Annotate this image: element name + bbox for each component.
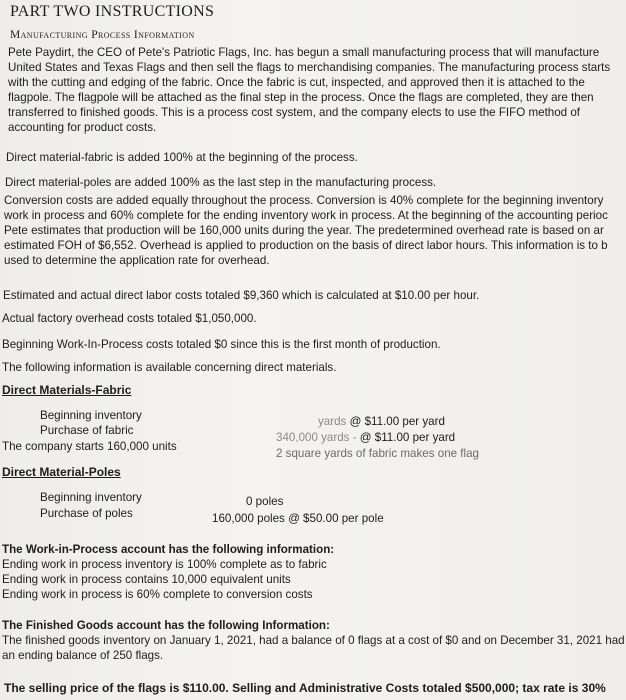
- conversion-line: Pete estimates that production will be 160,000 units during the year. The predetermined overhead rate is based on ar: [4, 224, 604, 237]
- fabric-beginning-rate: @ $11.00 per yard: [349, 415, 445, 428]
- fg-line: The finished goods inventory on January 1, 2021, had a balance of 0 flags at a cost of $0 and on December 31, 2021 had: [2, 634, 625, 647]
- fabric-beginning-value: [318, 415, 445, 428]
- selling-price-text: The selling price of the flags is $110.00. Selling and Administrative Costs totaled $500,000; tax rate is 30%: [4, 681, 606, 695]
- intro-line: with the cutting and edging of the fabric. Once the fabric is cut, inspected, and approved then it is attached to the: [8, 76, 585, 89]
- fg-heading: The Finished Goods account has the following Information:: [2, 619, 330, 632]
- intro-line: accounting for product costs.: [8, 121, 157, 134]
- section-subtitle: Manufacturing Process Information: [10, 29, 195, 41]
- poles-added-text: Direct material-poles are added 100% as the last step in the manufacturing process.: [5, 176, 437, 189]
- intro-line: United States and Texas Flags and then sell the flags to merchandising companies. The manufacturing process starts: [8, 61, 611, 74]
- conversion-line: used to determine the application rate for overhead.: [4, 254, 270, 267]
- fg-line: an ending balance of 250 flags.: [2, 649, 164, 662]
- conversion-line: Conversion costs are added equally throughout the process. Conversion is 40% complete for the beginning inventory: [4, 194, 604, 207]
- fabric-purchase-value: [276, 431, 455, 444]
- labor-text: Estimated and actual direct labor costs totaled $9,360 which is calculated at $10.00 per hour.: [3, 289, 480, 302]
- overhead-text: Actual factory overhead costs totaled $1,050,000.: [2, 312, 257, 325]
- wip-line: Ending work in process inventory is 100% complete as to fabric: [2, 558, 327, 571]
- fabric-purchase-rate: @ $11.00 per yard: [356, 431, 456, 444]
- fabric-purchase-label: Purchase of fabric: [40, 424, 134, 437]
- fabric-purchase-faded: 340,000 yards -: [276, 431, 357, 444]
- materials-intro-text: The following information is available concerning direct materials.: [2, 361, 337, 374]
- poles-beginning-label: Beginning inventory: [40, 491, 142, 504]
- intro-line: transferred to finished goods. This is a process cost system, and the company elects to use the FIFO method of: [8, 106, 581, 119]
- poles-heading: Direct Material-Poles: [2, 465, 121, 479]
- conversion-line: work in process and 60% complete for the ending inventory work in process. At the beginning of the accounting perioc: [4, 209, 608, 222]
- fabric-heading: Direct Materials-Fabric: [2, 383, 132, 397]
- poles-beginning-value: 0 poles: [246, 495, 284, 508]
- intro-line: Pete Paydirt, the CEO of Pete's Patriotic Flags, Inc. has begun a small manufacturing process that will manufacture: [8, 46, 600, 59]
- page-title: PART TWO INSTRUCTIONS: [10, 3, 215, 20]
- intro-paragraph: [8, 45, 610, 135]
- fabric-beginning-label: Beginning inventory: [40, 409, 142, 422]
- fabric-starts-label: The company starts 160,000 units: [2, 440, 177, 453]
- fabric-beginning-faded: yards: [318, 415, 347, 428]
- intro-line: flagpole. The flagpole will be attached as the final step in the process. Once the flags are completed, they are then: [8, 91, 594, 104]
- poles-purchase-value: 160,000 poles @ $50.00 per pole: [212, 512, 384, 525]
- fabric-per-flag-value: 2 square yards of fabric makes one flag: [276, 447, 479, 460]
- fabric-added-text: Direct material-fabric is added 100% at the beginning of the process.: [6, 151, 358, 164]
- beginning-wip-text: Beginning Work-In-Process costs totaled $0 since this is the first month of production.: [2, 338, 441, 351]
- conversion-line: estimated FOH of $6,552. Overhead is applied to production on the basis of direct labor hours. This information is to b: [4, 239, 608, 252]
- wip-line: Ending work in process is 60% complete to conversion costs: [2, 588, 313, 601]
- wip-heading: The Work-in-Process account has the following information:: [2, 543, 335, 556]
- poles-purchase-label: Purchase of poles: [40, 507, 133, 520]
- wip-line: Ending work in process contains 10,000 equivalent units: [2, 573, 291, 586]
- conversion-paragraph: [4, 193, 608, 268]
